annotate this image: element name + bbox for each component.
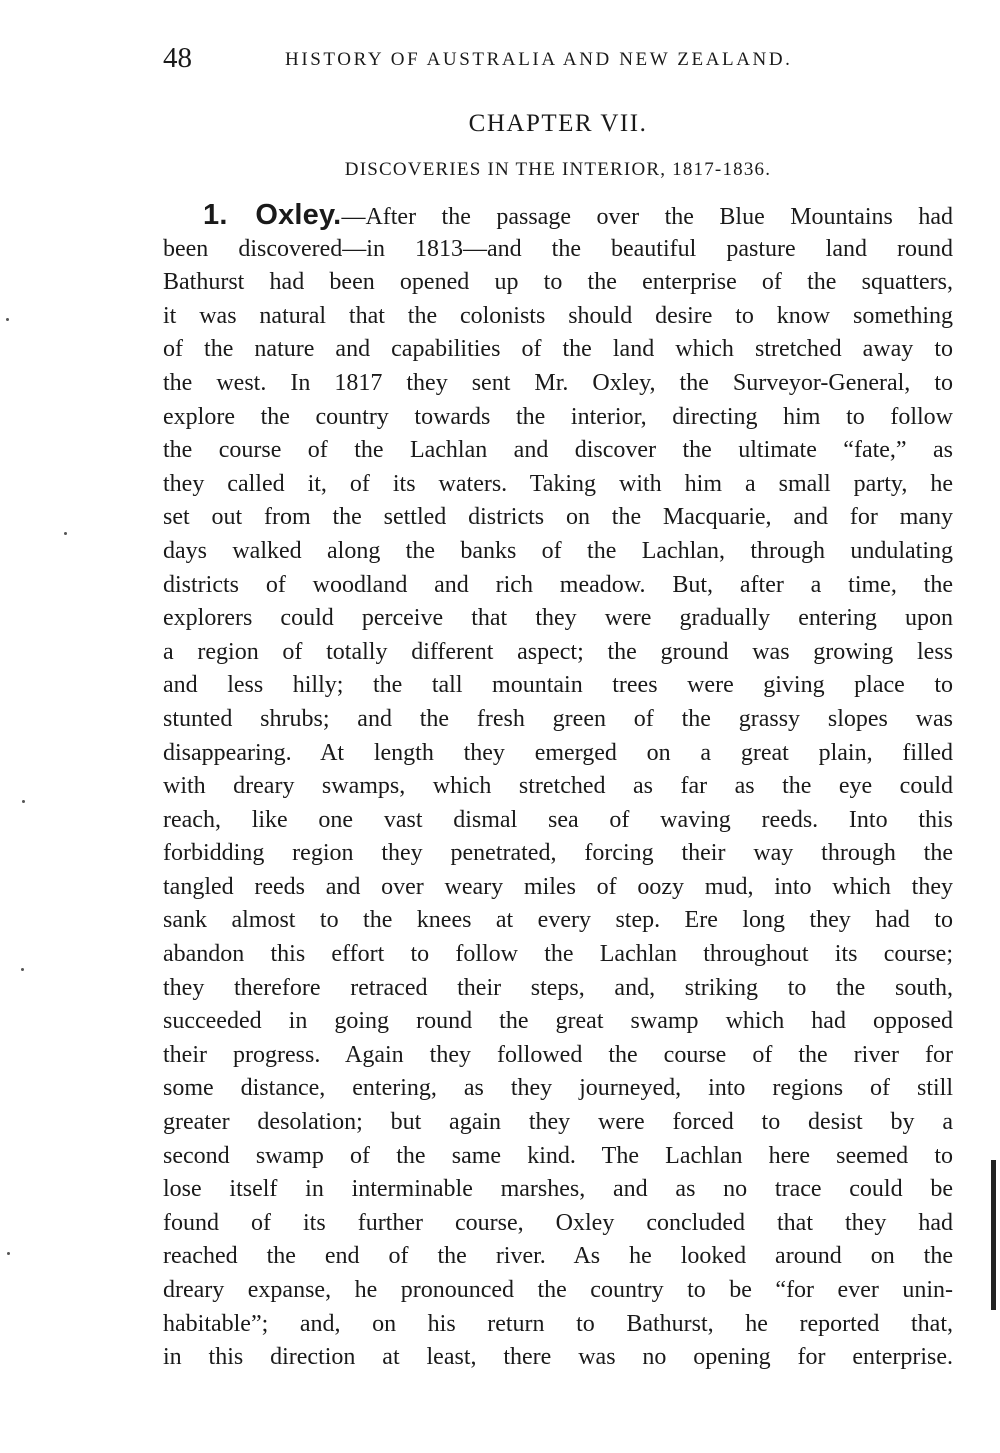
text-line: reached the end of the river. As he looked around on the [163, 1243, 953, 1270]
chapter-heading: CHAPTER VII. [468, 110, 648, 137]
text-line: days walked along the banks of the Lachlan, through undulating [163, 537, 953, 564]
margin-speck [6, 318, 9, 321]
text-line: with dreary swamps, which stretched as far as the eye could [163, 773, 953, 800]
text-line: a region of totally different aspect; the ground was growing less [163, 638, 953, 665]
margin-speck [21, 968, 24, 971]
text-line: the west. In 1817 they sent Mr. Oxley, the Surveyor-General, to [163, 369, 953, 396]
text-line: explorers could perceive that they were gradually entering upon [163, 605, 953, 632]
text-line: they called it, of its waters. Taking with him a small party, he [163, 470, 953, 497]
text-line: dreary expanse, he pronounced the country to be “for ever unin- [163, 1277, 953, 1303]
text-line: reach, like one vast dismal sea of waving reeds. Into this [163, 806, 953, 833]
page-edge-shadow [991, 1160, 996, 1310]
text-line: their progress. Again they followed the course of the river for [163, 1041, 953, 1068]
text-line: succeeded in going round the great swamp which had opposed [163, 1008, 953, 1035]
running-title: HISTORY OF AUSTRALIA AND NEW ZEALAND. [285, 49, 793, 70]
text-line: sank almost to the knees at every step. Ere long they had to [163, 907, 953, 934]
text-line: in this direction at least, there was no opening for enterprise. [163, 1344, 953, 1371]
text-line: stunted shrubs; and the fresh green of the grassy slopes was [163, 705, 953, 732]
text-line: it was natural that the colonists should desire to know something [163, 302, 953, 329]
text-line: found of its further course, Oxley concluded that they had [163, 1209, 953, 1236]
running-head [163, 38, 953, 78]
text-line: the course of the Lachlan and discover the ultimate “fate,” as [163, 437, 953, 464]
text-line: forbidding region they penetrated, forcing their way through the [163, 840, 953, 867]
text-line: some distance, entering, as they journeyed, into regions of still [163, 1075, 953, 1102]
text-line: disappearing. At length they emerged on a great plain, filled [163, 739, 953, 766]
text-line: lose itself in interminable marshes, and as no trace could be [163, 1176, 953, 1203]
text-line [163, 199, 953, 233]
text-line: habitable”; and, on his return to Bathurst, he reported that, [163, 1310, 953, 1337]
text-line: abandon this effort to follow the Lachlan throughout its course; [163, 941, 953, 968]
text-line: second swamp of the same kind. The Lachlan here seemed to [163, 1142, 953, 1169]
text-line: and less hilly; the tall mountain trees were giving place to [163, 672, 953, 699]
text-line: explore the country towards the interior, directing him to follow [163, 403, 953, 430]
text-line: districts of woodland and rich meadow. But, after a time, the [163, 571, 953, 598]
margin-speck [64, 532, 67, 535]
margin-speck [22, 800, 25, 803]
text-line: been discovered—in 1813—and the beautiful pasture land round [163, 235, 953, 262]
chapter-subheading: DISCOVERIES IN THE INTERIOR, 1817-1836. [344, 159, 772, 180]
text-line: Bathurst had been opened up to the enterprise of the squatters, [163, 269, 953, 296]
section-label: 1. Oxley. [203, 199, 342, 231]
text-line: of the nature and capabilities of the land which stretched away to [163, 336, 953, 363]
text-line-content: —After the passage over the Blue Mountains had [341, 204, 953, 230]
text-line: set out from the settled districts on the Macquarie, and for many [163, 504, 953, 531]
margin-speck [7, 1252, 10, 1255]
page-number: 48 [163, 42, 192, 74]
body-text [163, 199, 953, 1375]
text-line: they therefore retraced their steps, and, striking to the south, [163, 974, 953, 1001]
text-line: tangled reeds and over weary miles of oozy mud, into which they [163, 873, 953, 900]
text-line: greater desolation; but again they were forced to desist by a [163, 1109, 953, 1136]
